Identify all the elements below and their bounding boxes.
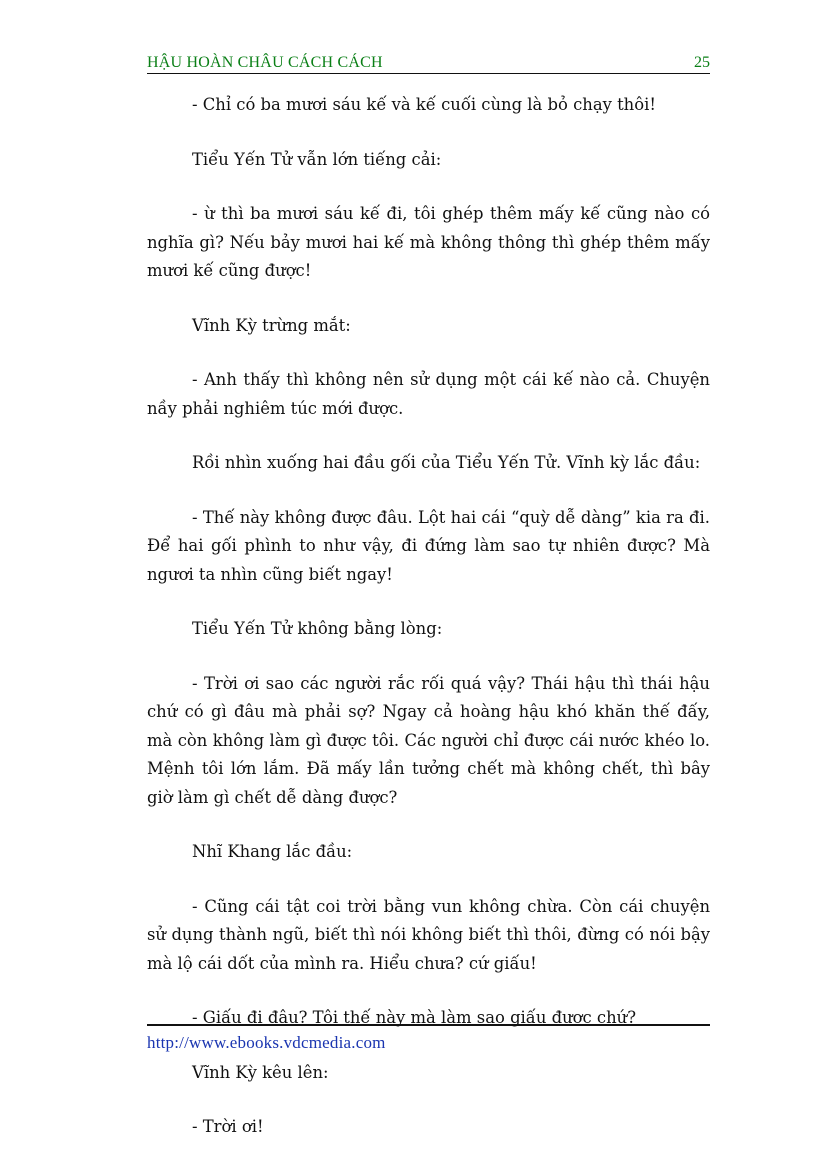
paragraph: - Anh thấy thì không nên sử dụng một cái kế nào cả. Chuyện nầy phải nghiêm túc mới được. xyxy=(147,370,710,418)
body-text xyxy=(147,91,710,1168)
paragraph: - Trời ơi sao các người rắc rối quá vậy? Thái hậu thì thái hậu chứ có gì đâu mà phải sợ? Ngay cả hoàng hậu khó khăn thế đấy, mà còn không làm gì được tôi. Các người chỉ được cái nước khéo lo. Mệnh tôi lớn lắm. Đã mấy lần tưởng chết mà không chết, thì bây giờ làm gì chết dễ dàng được? xyxy=(147,673,710,807)
paragraph: - Giấu đi đâu? Tôi thế này mà làm sao giấu được chứ? xyxy=(192,1008,636,1027)
paragraph: - Chỉ có ba mươi sáu kế và kế cuối cùng là bỏ chạy thôi! xyxy=(192,95,656,114)
page-header xyxy=(147,53,710,74)
paragraph: - ừ thì ba mươi sáu kế đi, tôi ghép thêm mấy kế cũng nào có nghĩa gì? Nếu bảy mươi hai kế mà không thông thì ghép thêm mấy mươi kế cũng được! xyxy=(147,204,710,280)
paragraph: - Trời ơi! xyxy=(192,1117,264,1136)
book-title: HẬU HOÀN CHÂU CÁCH CÁCH xyxy=(147,54,383,71)
footer-url-link[interactable]: http://www.ebooks.vdcmedia.com xyxy=(147,1033,386,1052)
paragraph: Vĩnh Kỳ trừng mắt: xyxy=(192,315,351,335)
paragraph: - Cũng cái tật coi trời bằng vun không chừa. Còn cái chuyện sử dụng thành ngũ, biết thì nói không biết thì thôi, đừng có nói bậy mà lộ cái dốt của mình ra. Hiểu chưa? cứ giấu! xyxy=(147,896,710,973)
paragraph: Nhĩ Khang lắc đầu: xyxy=(192,842,353,861)
paragraph: Tiểu Yến Tử vẫn lớn tiếng cải: xyxy=(192,149,442,169)
page-number: 25 xyxy=(694,54,710,71)
paragraph: - Thế này không được đâu. Lột hai cái “quỳ dễ dàng” kia ra đi. Để hai gối phình to như vậy, đi đứng làm sao tự nhiên được? Mà ngươi ta nhìn cũng biết ngay! xyxy=(147,507,710,584)
footer-divider xyxy=(147,1024,710,1026)
paragraph: Rồi nhìn xuống hai đầu gối của Tiểu Yến Tử. Vĩnh kỳ lắc đầu: xyxy=(192,453,701,472)
paragraph: Tiểu Yến Tử không bằng lòng: xyxy=(192,619,443,638)
paragraph: Vĩnh Kỳ kêu lên: xyxy=(192,1062,329,1082)
